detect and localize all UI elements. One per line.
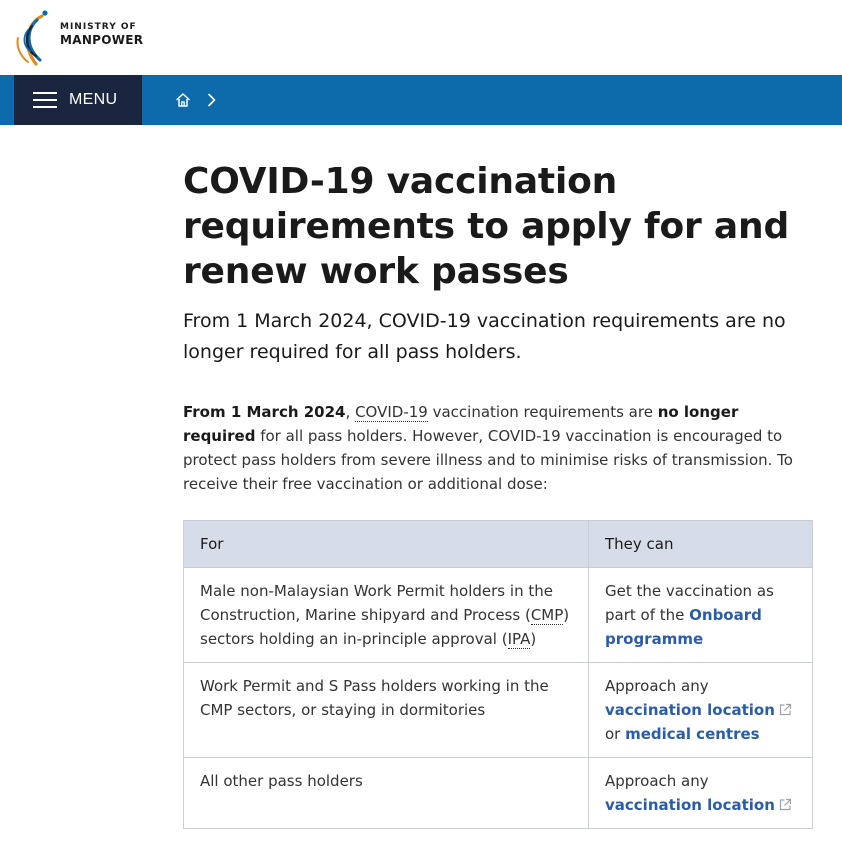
chevron-right-icon <box>207 93 217 107</box>
table-row <box>184 663 813 758</box>
vaccination-table <box>183 520 813 829</box>
row-for-cell: Work Permit and S Pass holders working in the CMP sectors, or staying in dormitories <box>184 663 589 758</box>
intro-paragraph <box>183 400 808 496</box>
row1-for-c: ) <box>530 630 537 648</box>
external-link-icon <box>779 703 792 716</box>
logo-line-manpower: MANPOWER <box>60 33 144 47</box>
nav-bar <box>0 75 842 125</box>
menu-label: MENU <box>69 91 118 108</box>
table-header-row <box>184 521 813 568</box>
row-can-cell <box>589 758 813 829</box>
home-icon[interactable] <box>175 92 191 108</box>
onboard-programme-link[interactable]: Onboard programme <box>605 606 762 648</box>
row1-for-a: Male non-Malaysian Work Permit holders in the Construction, Marine shipyard and Process ( <box>200 582 553 624</box>
vaccination-location-link-label: vaccination location <box>605 701 775 719</box>
row-for-cell <box>184 568 589 663</box>
intro-text-2: for all pass holders. However, COVID-19 vaccination is encouraged to protect pass holders from severe illness and to minimise risks of transmission. To receive their free vaccination or additional dose: <box>183 427 793 493</box>
intro-comma: , <box>345 403 351 421</box>
mom-logo[interactable] <box>12 6 172 68</box>
row2-can-text: Approach any <box>605 677 709 695</box>
page-subtitle: From 1 March 2024, COVID-19 vaccination requirements are no longer required for all pass holders. <box>183 310 786 363</box>
header-for: For <box>184 521 589 568</box>
covid-abbr[interactable]: COVID-19 <box>355 403 428 421</box>
vaccination-location-link[interactable] <box>605 796 792 814</box>
medical-centres-link[interactable]: medical centres <box>625 725 760 743</box>
table-row <box>184 568 813 663</box>
header-they-can: They can <box>589 521 813 568</box>
row-for-cell: All other pass holders <box>184 758 589 829</box>
hamburger-icon <box>33 92 57 108</box>
menu-button[interactable] <box>14 75 142 125</box>
row1-can-text: Get the vaccination as part of the <box>605 582 774 624</box>
row-can-cell <box>589 568 813 663</box>
intro-date: From 1 March 2024 <box>183 403 346 421</box>
external-link-icon <box>779 798 792 811</box>
intro-no-longer: no longer required <box>183 403 739 445</box>
page-title: COVID-19 vaccination requirements to apply for and renew work passes <box>183 161 790 292</box>
row2-can-or: or <box>605 725 626 743</box>
logo-text <box>60 23 143 46</box>
row1-for-b: ) sectors holding an in-principle approval ( <box>200 606 570 648</box>
cmp-abbr[interactable]: CMP <box>530 606 564 624</box>
ipa-abbr[interactable]: IPA <box>507 630 531 648</box>
logo-line-ministry: MINISTRY OF <box>60 22 137 32</box>
vaccination-location-link[interactable] <box>605 701 792 719</box>
mom-logo-mark-icon <box>12 6 56 68</box>
vaccination-location-link-label: vaccination location <box>605 796 775 814</box>
row-can-cell <box>589 663 813 758</box>
table-row <box>184 758 813 829</box>
row3-can-text: Approach any <box>605 772 709 790</box>
intro-text-1: vaccination requirements are <box>427 403 658 421</box>
